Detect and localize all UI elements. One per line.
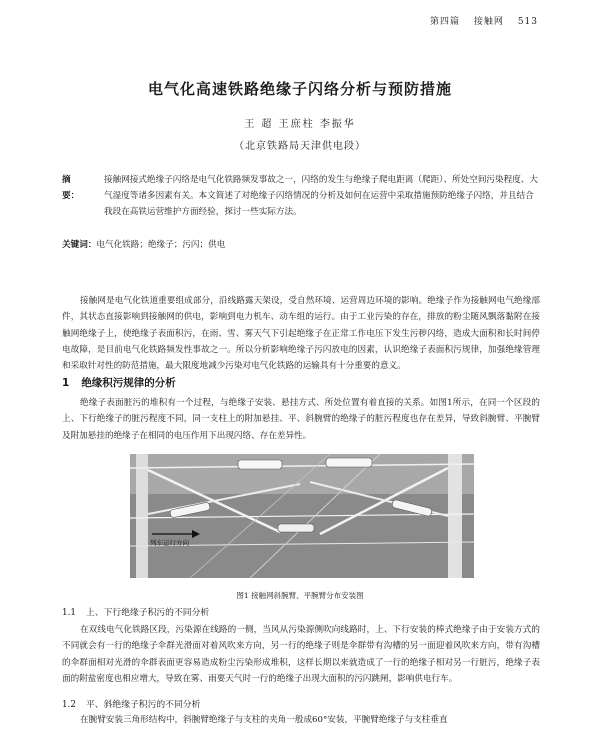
keywords-label: 关键词：	[62, 240, 97, 250]
figure-1-photo	[130, 454, 474, 578]
section-1-2-number: 1.2	[62, 700, 76, 710]
section-1-1-paragraph: 在双线电气化铁路区段，污染源在线路的一侧，当风从污染源侧吹向线路时，上、下行安装的棒式绝缘子由于安装方式的不同就会有一行的绝缘子伞群光滑面对着风吹来方向，另一行的绝缘子则是伞群带有沟槽的另一面迎着风吹来方向，带有沟槽的伞群面相对光滑的伞群表面更容易造成粉尘污染形成堆积，这样长期以来就造成了一行的绝缘子相对另一行脏污，绝缘子表面的附盐密度也相应增大，导致在雾、雨要天气时一行的绝缘子出现大面积的污闪跳闸，影响供电行车。	[62, 625, 540, 684]
section-1-paragraph: 绝缘子表面脏污的堆积有一个过程，与绝缘子安装、悬挂方式、所处位置有着直接的关系。如图1所示，在同一个区段的上、下行绝缘子的脏污程度不同，同一支柱上的附加悬挂、平、斜腕臂的绝缘子的脏污程度也存在差异，导致斜腕臂、平腕臂及附加悬挂的绝缘子在相同的电压作用下出现闪络、存在差异性。	[62, 398, 540, 441]
section-1-1-title: 上、下行绝缘子积污的不同分析	[86, 608, 210, 618]
section-1-1-number: 1.1	[62, 608, 76, 618]
paper-authors: 王 超 王庶柱 李振华	[244, 119, 356, 130]
section-1-number: 1	[62, 377, 70, 389]
section-1-title: 绝缘积污规律的分析	[81, 377, 176, 389]
header-section: 第四篇	[430, 17, 461, 27]
section-1-2-paragraph: 在腕臂安装三角形结构中，斜腕臂绝缘子与支柱的夹角一般成60°安装，平腕臂绝缘子与支柱垂直	[80, 715, 448, 725]
support-pole	[448, 454, 462, 578]
section-1-1-heading	[62, 605, 209, 618]
intro-paragraph: 接触网是电气化铁道重要组成部分，沿线路露天架设，受自然环境、运营周边环境的影响。绝缘子作为接触网电气绝缘部件，其状态直接影响到接触网的供电，影响到电力机车、动车组的运行。由于工业污染的存在，排放的粉尘随风飘落黏附在接触网绝缘子上，使绝缘子表面积污，在雨、雪、雾天气下引起绝缘子在正常工作电压下发生污秽闪络，造成大面积和长时间停电故障，是目前电气化铁路频发性事故之一。所以分析影响绝缘子污闪放电的因素，认识绝缘子表面积污规律，加强绝缘管理和采取针对性的防范措施，最大限度地减少污染对电气化铁路的运输具有十分重要的意义。	[62, 296, 540, 372]
section-1-2-heading	[62, 697, 200, 710]
paper-affiliation: （北京铁路局天津供电段）	[234, 141, 366, 152]
running-header	[420, 14, 538, 27]
abstract-label: 摘 要：	[62, 175, 80, 201]
header-page-number: 513	[517, 17, 538, 27]
catenary-photo-illustration	[130, 454, 474, 578]
figure-arrow-label: 列车运行方向	[150, 539, 189, 547]
header-topic: 接触网	[473, 17, 504, 27]
insulator	[326, 458, 372, 467]
keywords	[62, 238, 540, 250]
insulator	[278, 524, 314, 532]
keywords-text: 电气化铁路；绝缘子；污闪；供电	[96, 240, 226, 250]
insulator	[238, 460, 282, 469]
support-pole	[136, 454, 148, 578]
abstract	[62, 172, 540, 220]
section-1-heading	[62, 375, 176, 390]
section-1-2-title: 平、斜绝缘子积污的不同分析	[86, 700, 201, 710]
figure-1-caption: 图1 接触网斜腕臂、平腕臂分布安装图	[236, 591, 364, 600]
abstract-text: 接触网接式绝缘子闪络是电气化铁路频发事故之一，闪络的发生与绝缘子爬电距离（爬距）、所处空间污染程度、大气湿度等诸多因素有关。本文简述了对绝缘子闪络情况的分析及如何在运营中采取措施预防绝缘子闪络，并且结合我段在高铁运营维护方面经验，探讨一些实际方法。	[104, 175, 538, 217]
paper-title: 电气化高速铁路绝缘子闪络分析与预防措施	[147, 80, 452, 98]
